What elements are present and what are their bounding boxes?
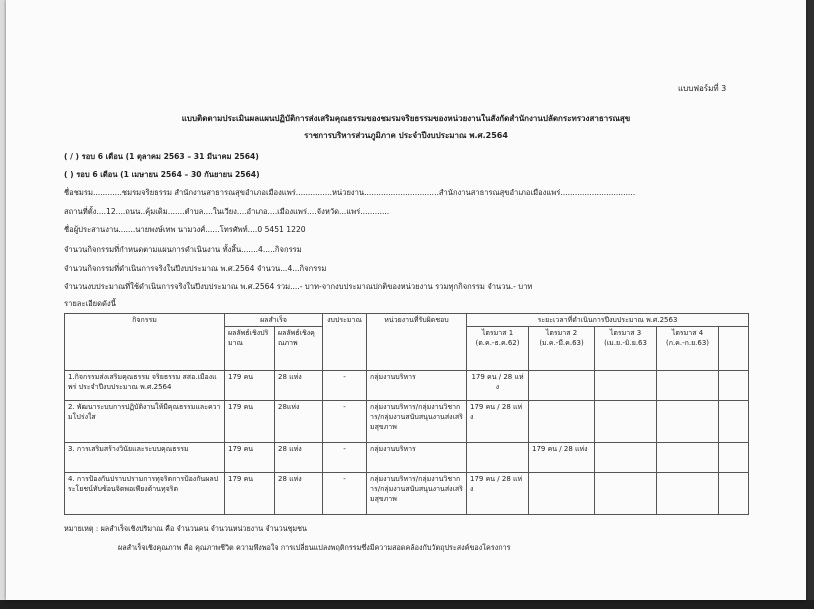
row-unit: กลุ่มงานบริหาร: [367, 371, 467, 401]
table-row: [65, 443, 749, 473]
row-qty: 179 คน: [225, 371, 275, 401]
table-row: [65, 401, 749, 443]
row-budget: -: [323, 371, 367, 401]
header-budget: งบประมาณ: [323, 314, 367, 371]
row-unit: กลุ่มงานบริหาร/กลุ่มงานวิชาการ/กลุ่มงานสนับสนุนงานส่งเสริมสุขภาพ: [367, 473, 467, 515]
document-title: แบบติดตามประเมินผลแผนปฏิบัติการส่งเสริมคุณธรรมของชมรมจริยธรรมของหน่วยงานในสังกัดสำนักงานปลัดกระทรวงสาธารณสุข: [181, 114, 631, 123]
address-line: สถานที่ตั้ง....12....ถนน..คุ้มเดิม.......ตำบล....ในเวียง....อำเภอ....เมืองแพร่....จังหวัด...แพร่............: [64, 207, 390, 216]
activity-table: [64, 313, 749, 515]
budget-line: จำนวนงบประมาณที่ใช้ดำเนินการจริงในปีงบประมาณ พ.ศ.2564 รวม....- บาท-จากงบประมาณปกติของหน่วยงาน รวมทุกกิจกรรม จำนวน.- บาท: [64, 282, 533, 291]
row-q4: [657, 443, 719, 473]
header-quality: ผลลัพธ์เชิงคุณภาพ: [275, 327, 323, 371]
row-q4: [657, 371, 719, 401]
header-success: ผลสำเร็จ: [225, 314, 323, 327]
row-quality: 28 แห่ง: [275, 443, 323, 473]
header-qty: ผลลัพธ์เชิงปริมาณ: [225, 327, 275, 371]
row-qty: 179 คน: [225, 443, 275, 473]
row-q1: 179 คน / 28 แห่ง: [467, 473, 529, 515]
row-activity: 1.กิจกรรมส่งเสริมคุณธรรม จริยธรรม สสอ.เมืองแพร่ ประจำปีงบประมาณ พ.ศ.2564: [65, 371, 225, 401]
row-budget: -: [323, 401, 367, 443]
coordinator-line: ชื่อผู้ประสานงาน.......นายพงษ์เทพ นามวงศ์......โทรศัพท์....0 5451 1220: [64, 225, 306, 234]
note-quality: ผลสำเร็จเชิงคุณภาพ คือ คุณภาพชีวิต ความพึงพอใจ การเปลี่ยนแปลงพฤติกรรมซึ่งมีความสอดคล้องกับวัตถุประสงค์ของโครงการ: [118, 543, 511, 552]
form-number: แบบฟอร์มที่ 3: [678, 84, 727, 93]
row-activity: 3. การเสริมสร้างวินัยและระบบคุณธรรม: [65, 443, 225, 473]
row-q1: 179 คน / 28 แห่ง: [467, 371, 529, 401]
row-blank: [719, 371, 749, 401]
row-q2: 179 คน / 28 แห่ง: [529, 443, 595, 473]
row-quality: 28 แห่ง: [275, 473, 323, 515]
row-q3: [595, 443, 657, 473]
row-budget: -: [323, 443, 367, 473]
table-row: [65, 371, 749, 401]
row-activity: 2. พัฒนาระบบการปฏิบัติงานให้มีคุณธรรมและความโปร่งใส: [65, 401, 225, 443]
document-page: [6, 0, 806, 600]
document-subtitle: ราชการบริหารส่วนภูมิภาค ประจำปีงบประมาณ พ.ศ.2564: [304, 131, 508, 140]
details-label: รายละเอียดดังนี้: [64, 299, 116, 308]
header-period: ระยะเวลาที่ดำเนินการปีงบประมาณ พ.ศ.2563: [467, 314, 749, 327]
header-q3: ไตรมาส 3 (เม.ย.-มิ.ย.63: [595, 327, 657, 371]
row-q2: [529, 473, 595, 515]
header-q2: ไตรมาส 2 (ม.ค.-มี.ค.63): [529, 327, 595, 371]
row-q3: [595, 401, 657, 443]
header-blank: [719, 327, 749, 371]
club-name-line: ชื่อชมรม............ชมรมจริยธรรม สำนักงานสาธารณสุขอำเภอเมืองแพร่...............หน่วยงาน...............................สำนักงานสาธารณสุขอำเภอเมืองแพร่...............................: [64, 188, 636, 197]
row-q1: [467, 443, 529, 473]
header-q4: ไตรมาส 4 (ก.ค.-ก.ย.63): [657, 327, 719, 371]
row-unit: กลุ่มงานบริหาร: [367, 443, 467, 473]
row-blank: [719, 401, 749, 443]
row-qty: 179 คน: [225, 401, 275, 443]
period-2: ( ) รอบ 6 เดือน (1 เมษายน 2564 – 30 กันยายน 2564): [64, 170, 260, 179]
header-activity: กิจกรรม: [65, 314, 225, 371]
row-budget: -: [323, 473, 367, 515]
table-row: [65, 473, 749, 515]
row-q3: [595, 473, 657, 515]
actual-activities-line: จำนวนกิจกรรมที่ดำเนินการจริงในปีงบประมาณ พ.ศ.2564 จำนวน...4...กิจกรรม: [64, 264, 327, 273]
row-unit: กลุ่มงานบริหาร/กลุ่มงานวิชาการ/กลุ่มงานสนับสนุนงานส่งเสริมสุขภาพ: [367, 401, 467, 443]
row-q2: [529, 371, 595, 401]
row-activity: 4. การป้องกันปราบปรามการทุจริตการป้องกันผลประโยชน์ทับซ้อนจิตพอเพียงต้านทุจริต: [65, 473, 225, 515]
row-q4: [657, 473, 719, 515]
row-quality: 28แห่ง: [275, 401, 323, 443]
note-quantity: หมายเหตุ : ผลสำเร็จเชิงปริมาณ คือ จำนวนคน จำนวนหน่วยงาน จำนวนชุมชน: [64, 524, 307, 533]
row-qty: 179 คน: [225, 473, 275, 515]
row-q4: [657, 401, 719, 443]
scan-bottom-edge: [0, 600, 814, 609]
row-blank: [719, 473, 749, 515]
row-quality: 28 แห่ง: [275, 371, 323, 401]
header-q1: ไตรมาส 1 (ต.ค.-ธ.ค.62): [467, 327, 529, 371]
period-1: ( / ) รอบ 6 เดือน (1 ตุลาคม 2563 – 31 มีนาคม 2564): [64, 152, 259, 161]
row-q1: 179 คน / 28 แห่ง: [467, 401, 529, 443]
row-q2: [529, 401, 595, 443]
row-q3: [595, 371, 657, 401]
row-blank: [719, 443, 749, 473]
planned-activities-line: จำนวนกิจกรรมที่กำหนดตามแผนการดำเนินงาน ทั้งสิ้น.......4.....กิจกรรม: [64, 245, 302, 254]
header-unit: หน่วยงานที่รับผิดชอบ: [367, 314, 467, 371]
